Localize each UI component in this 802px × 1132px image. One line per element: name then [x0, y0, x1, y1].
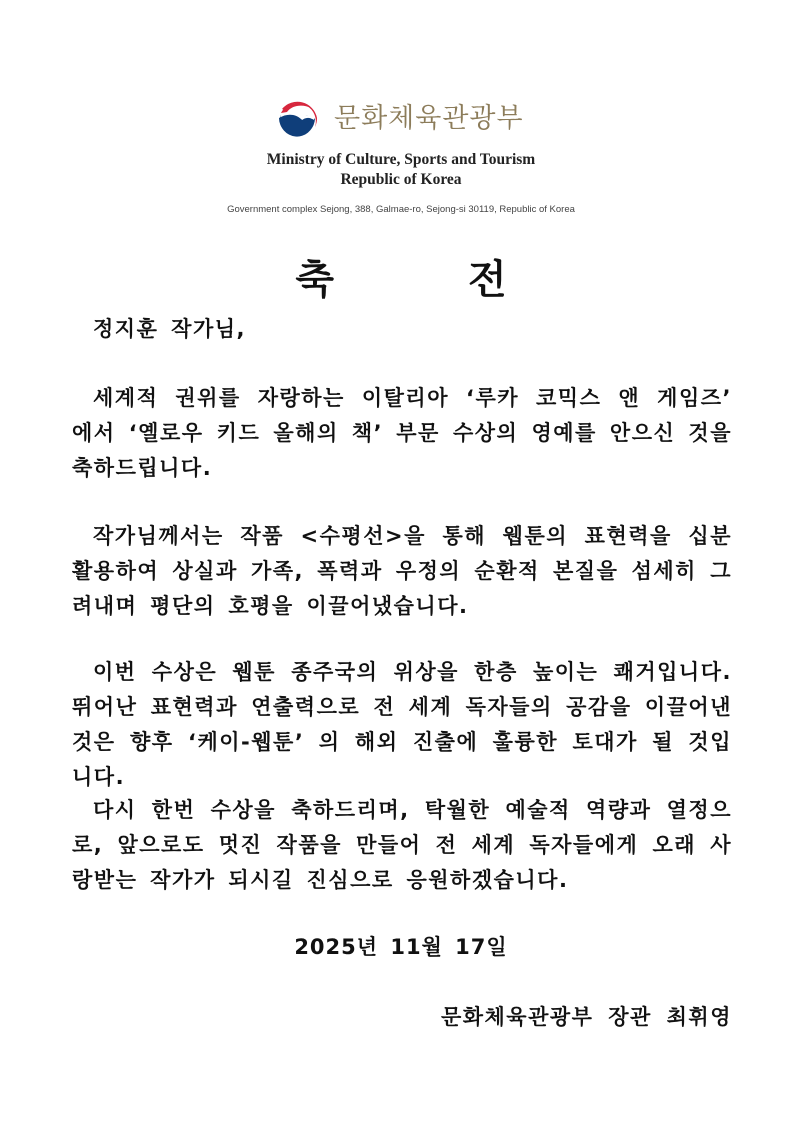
document-date: 2025년 11월 17일 — [294, 935, 508, 959]
ministry-name-english-line2: Republic of Korea — [340, 171, 462, 188]
ministry-name-korean: 문화체육관광부 — [334, 102, 524, 134]
ministry-address: Government complex Sejong, 388, Galmae-ro, Sejong-si 30119, Republic of Korea — [227, 204, 575, 215]
salutation: 정지훈 작가님, — [93, 317, 247, 341]
paragraph-significance: 이번 수상은 웹툰 종주국의 위상을 한층 높이는 쾌거입니다. 뛰어난 표현력과 연출력으로 전 세계 독자들의 공감을 이끌어낸 것은 향후 ‘케이-웹툰’ 의 해외 진출에 훌륭한 토대가 될 것입니다. — [72, 660, 732, 789]
signature: 문화체육관광부 장관 최휘영 — [440, 1005, 732, 1029]
taegeuk-emblem-icon — [272, 93, 322, 143]
paragraph-work-praise: 작가님께서는 작품 <수평선>을 통해 웹툰의 표현력을 십분 활용하여 상실과 가족, 폭력과 우정의 순환적 본질을 섬세히 그려내며 평단의 호평을 이끌어냈습니다. — [72, 524, 732, 618]
paragraph-closing: 다시 한번 수상을 축하드리며, 탁월한 예술적 역량과 열정으로, 앞으로도 멋진 작품을 만들어 전 세계 독자들에게 오래 사랑받는 작가가 되시길 진심으로 응원하겠습니다. — [72, 798, 732, 892]
document-title: 축 전 — [295, 257, 567, 303]
ministry-name-english — [0, 150, 802, 190]
ministry-name-english-line1: Ministry of Culture, Sports and Tourism — [266, 151, 536, 168]
paragraph-congratulations: 세계적 권위를 자랑하는 이탈리아 ‘루카 코믹스 앤 게임즈’ 에서 ‘옐로우 키드 올해의 책’ 부문 수상의 영예를 안으신 것을 축하드립니다. — [72, 386, 732, 480]
ministry-logo — [272, 93, 524, 143]
